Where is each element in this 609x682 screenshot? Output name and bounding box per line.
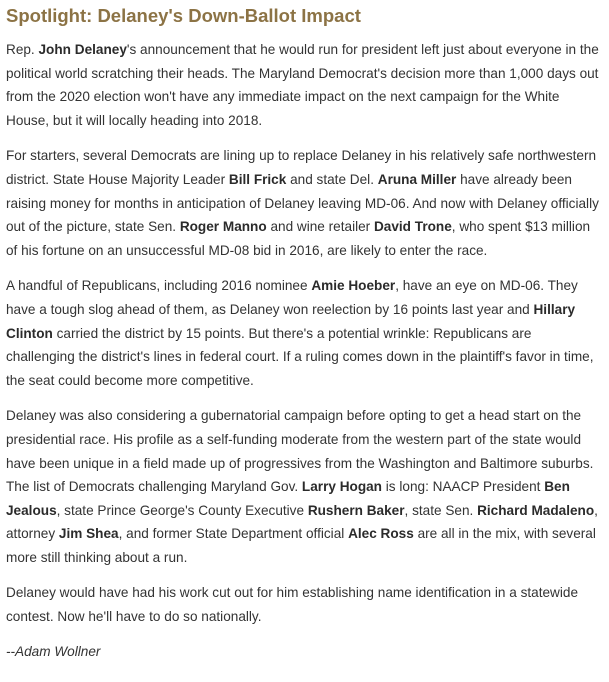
article-paragraph [6,38,603,132]
person-name: Ben Jealous [6,479,570,518]
text-run: For starters, several Democrats are lining up to replace Delaney in his relatively safe northwestern district. State House Majority Leader [6,148,597,187]
text-run: 's announcement that he would run for president left just about everyone in the political world scratching their heads. The Maryland Democrat's decision more than 1,000 days out from the 2020 election won't have any immediate impact on the next campaign for the White House, but it will locally heading into 2018. [6,42,599,128]
text-run: , have an eye on MD-06. They have a tough slog ahead of them, as Delaney won reelection by 16 points last year and [6,278,578,317]
article-paragraph [6,581,603,628]
byline: --Adam Wollner [6,643,101,659]
person-name: Alec Ross [348,526,414,542]
text-run: , state Sen. [404,502,478,518]
person-name: Roger Manno [179,219,267,235]
text-run: , and former State Department official [118,526,349,542]
article-paragraph [6,144,603,262]
person-name: Amie Hoeber [311,278,396,294]
article-paragraph [6,274,603,392]
person-name: Jim Shea [58,526,119,542]
person-name: Larry Hogan [301,479,382,495]
article-paragraph [6,404,603,569]
person-name: Hillary Clinton [6,301,576,341]
person-name: Aruna Miller [377,171,457,187]
text-run: , who spent $13 million of his fortune on an unsuccessful MD-08 bid in 2016, are likely to enter the race. [6,219,591,258]
person-name: John Delaney [38,42,127,57]
text-run: are all in the mix, with several more still thinking about a run. [6,526,596,565]
text-run: have already been raising money for months in anticipation of Delaney leaving MD-06. And now with Delaney officially out of the picture, state Sen. [6,171,599,235]
text-run: A handful of Republicans, including 2016 nominee [6,278,312,294]
person-name: Rushern Baker [307,502,405,518]
text-run: and state Del. [286,171,378,187]
text-run: Rep. [6,42,39,57]
person-name: Richard Madaleno [477,502,595,518]
person-name: David Trone [373,219,452,235]
person-name: Bill Frick [228,171,287,187]
text-run: and wine retailer [266,219,374,235]
text-run: , attorney [6,502,598,542]
text-run: is long: NAACP President [382,479,545,495]
article-title: Spotlight: Delaney's Down-Ballot Impact [6,5,361,26]
text-run: Delaney would have had his work cut out for him establishing name identification in a statewide contest. Now he'll have to do so nationally. [6,585,579,625]
text-run: carried the district by 15 points. But there's a potential wrinkle: Republicans are challenging the district's lines in federal court. If a ruling comes down in the plaintiff's favor in time, the seat could become more competitive. [6,325,594,388]
text-run: Delaney was also considering a gubernatorial campaign before opting to get a head start on the presidential race. His profile as a self-funding moderate from the western part of the state would have been unique in a field made up of progressives from the Washington and Baltimore suburbs. The list of Democrats challenging Maryland Gov. [6,408,594,495]
text-run: , state Prince George's County Executive [56,502,308,518]
